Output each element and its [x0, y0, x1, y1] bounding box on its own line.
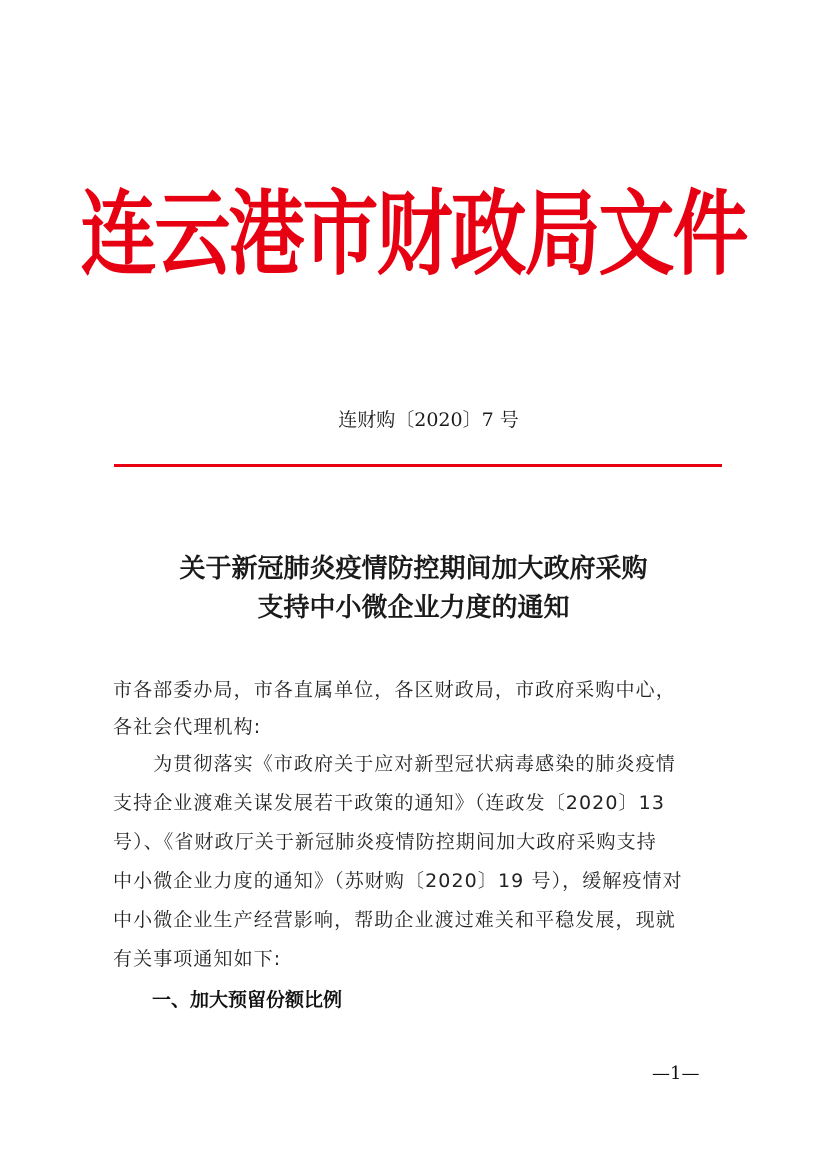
- addressee-line: 各社会代理机构:: [113, 716, 262, 738]
- body-paragraph-line: 中小微企业力度的通知》（苏财购〔2020〕19 号），缓解疫情对: [113, 870, 683, 892]
- body-paragraph-line: 中小微企业生产经营影响，帮助企业渡过难关和平稳发展，现就: [113, 909, 676, 931]
- document-number: 连财购〔2020〕7 号: [338, 409, 519, 431]
- document-masthead: 连云港市财政局文件: [80, 179, 747, 289]
- section-heading: 一、加大预留份额比例: [152, 989, 343, 1011]
- document-title-line-2: 支持中小微企业力度的通知: [257, 593, 570, 623]
- body-paragraph-line: 有关事项通知如下:: [113, 948, 282, 970]
- page-number: —1—: [652, 1063, 700, 1084]
- addressee-line: 市各部委办局，市各直属单位，各区财政局，市政府采购中心，: [113, 679, 676, 701]
- body-paragraph-line: 支持企业渡难关谋发展若干政策的通知》（连政发〔2020〕13: [113, 792, 666, 814]
- body-paragraph-line: 为贯彻落实《市政府关于应对新型冠状病毒感染的肺炎疫情: [113, 753, 676, 775]
- red-divider-line: [114, 464, 722, 467]
- body-paragraph-line: 号）、《省财政厅关于新冠肺炎疫情防控期间加大政府采购支持: [113, 831, 657, 853]
- document-title-line-1: 关于新冠肺炎疫情防控期间加大政府采购: [179, 554, 648, 584]
